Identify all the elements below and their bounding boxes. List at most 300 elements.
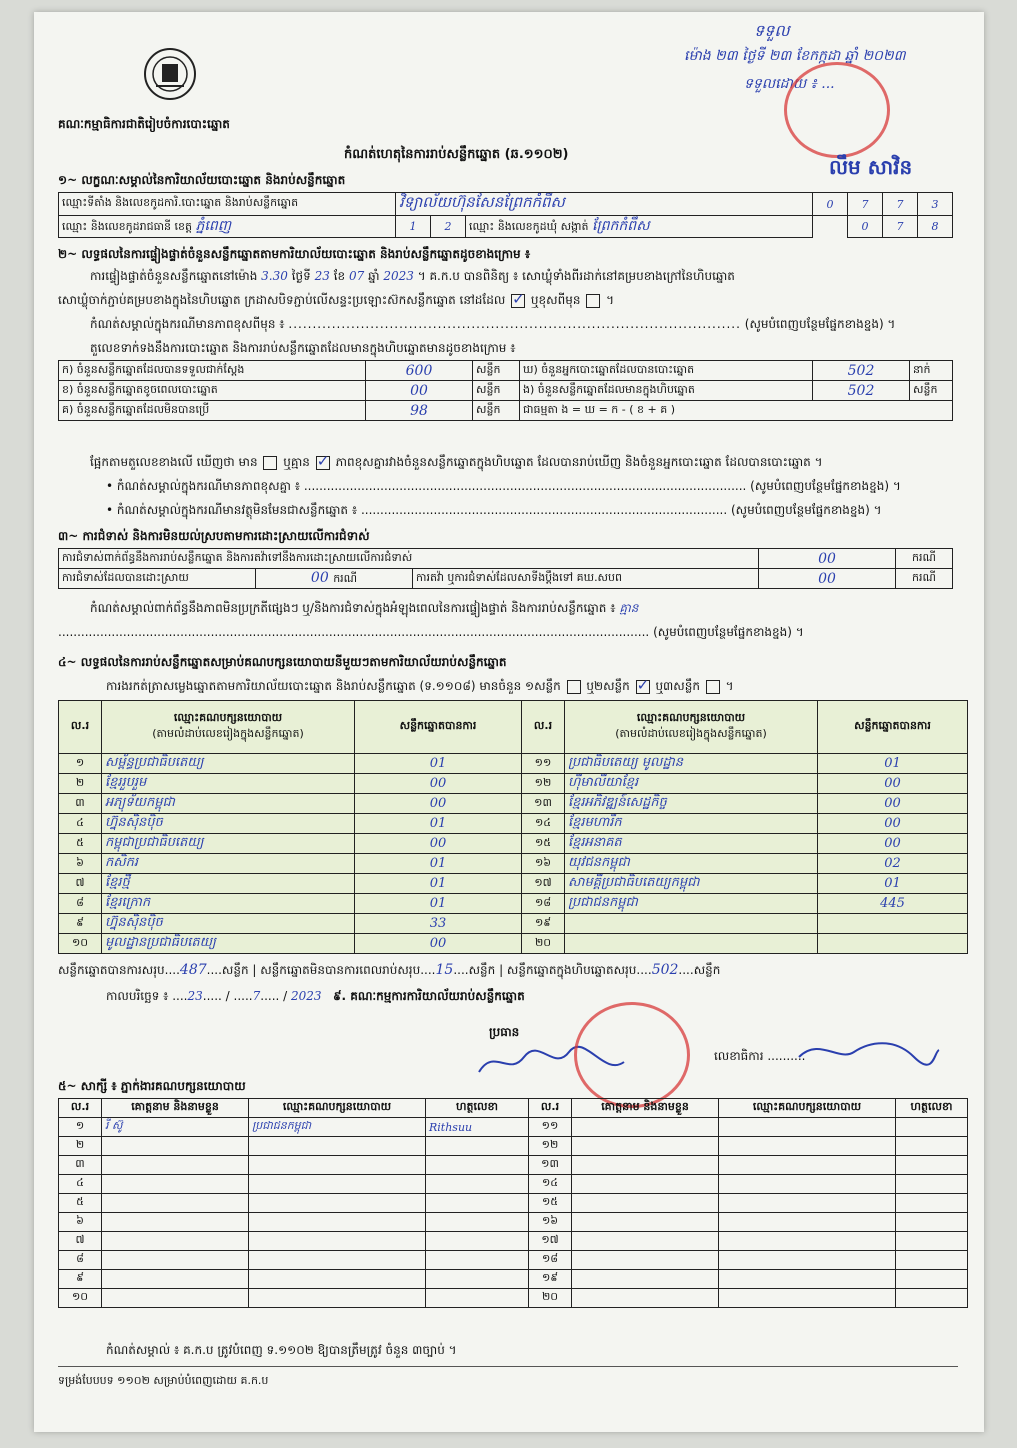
witness-party [719,1270,896,1289]
total-invalid-value: 15 [435,962,454,978]
location-value: វិទ្យាល័យហ៊ុនសែនព្រែកកំពឹស [396,193,813,216]
location-label: ឈ្មោះទីតាំង និងលេខកូដការិ.បោះឆ្នោត និងរាប់សន្លឹកឆ្នោត [59,193,396,216]
verify-year-label: ឆ្នាំ [368,269,380,283]
witness-sign [896,1194,968,1213]
same-checkbox[interactable] [511,294,525,308]
result-votes: 01 [355,874,522,894]
result-no: ១៤ [522,814,565,834]
witness-sign [896,1270,968,1289]
witness-no: ៤ [59,1175,102,1194]
result-no: ១៨ [522,894,565,914]
total-box-label: សន្លឹកឆ្នោតក្នុងហិបឆ្នោតសរុប [506,963,637,977]
verify-text-a: ការផ្ទៀងផ្ទាត់ចំនួនសន្លឹកឆ្នោតនៅម៉ោង [90,269,258,283]
witness-sign [426,1137,529,1156]
org-name: គណៈកម្មាធិការជាតិរៀបចំការបោះឆ្នោត [58,117,230,131]
result-no: ១៣ [522,794,565,814]
result-party: មូលដ្ឋានប្រជាធិបតេយ្យ [102,934,355,954]
sheets-3-checkbox[interactable] [706,680,720,694]
total-valid-value: 487 [179,962,207,978]
objection-row1-value: 00 [759,549,896,569]
count-c-label: គ) ចំនួនសន្លឹកឆ្នោតដែលមិនបានប្រើ [59,401,366,421]
witness-sign: Rithsuu [426,1118,529,1137]
result-no: ៦ [59,854,102,874]
section4-title: ៤~ លទ្ធផលនៃការរាប់សន្លឹកឆ្នោតសម្រាប់គណបក្សនយោបាយនីមួយៗតាមការិយាល័យរាប់សន្លឹកឆ្នោត [58,655,507,669]
results-row [59,874,968,894]
result-votes: 33 [355,914,522,934]
province-label-text: ឈ្មោះ និងលេខកូដរាជធានី ខេត្ត [62,220,192,233]
section4-sub: ការងរកត់ត្រាសម្លេងឆ្នោតតាមការិយាល័យបោះឆ្នោត និងរាប់សន្លឹកឆ្នោត (ទ.១១០៨) មានចំនួន ១សន្លឹក ឬ២សន្លឹក ✓ ឬ៣សន្លឹក ។ [106,678,734,696]
witness-col-name-right: គោត្តនាម និងនាមខ្លួន [572,1099,719,1118]
witness-name [572,1118,719,1137]
witness-sign [426,1156,529,1175]
province-code-2: 2 [431,216,466,238]
witness-row [59,1194,968,1213]
objections-table [58,548,953,589]
witness-no: ៨ [59,1251,102,1270]
result-votes: 00 [355,794,522,814]
results-col-party-right-sub: (តាមលំដាប់លេខរៀងក្នុងសន្លឹកឆ្នោត) [615,727,767,740]
witness-no: ១៩ [529,1270,572,1289]
total-box-unit: សន្លឹក [693,963,721,977]
section2-title: ២~ លទ្ធផលនៃការផ្ទៀងផ្ទាត់ចំនួនសន្លឹកឆ្នោតតាមការិយាល័យបោះឆ្នោត និងរាប់សន្លឹកឆ្នោតដូចខាងក្រោម ៖ [58,247,531,261]
result-party: អភ្យុទ័យកម្ពុជា [102,794,355,814]
witness-party [249,1289,426,1308]
results-row [59,894,968,914]
verify-month: 07 [348,269,365,283]
location-code-2: 7 [848,193,883,216]
province-label [59,216,396,238]
result-no: ៤ [59,814,102,834]
witness-sign [426,1270,529,1289]
verify-line-1 [90,268,735,286]
note1: កំណត់សម្គាល់ក្នុងករណីមានភាពខុសពីមុន ៖ .............................................................................................. (សូមបំពេញបន្ថែមផ្នែកខាងខ្នង) ។ [90,317,896,331]
result-votes: 00 [818,814,968,834]
form-footer: ទម្រង់បែបបទ ១១០២ សម្រាប់បំពេញដោយ គ.ក.ប [58,1374,269,1387]
witness-no: ១៦ [529,1213,572,1232]
results-row [59,794,968,814]
result-no: ១២ [522,774,565,794]
section1-title: ១~ លក្ខណៈសម្គាល់នៃការិយាល័យបោះឆ្នោត និងរាប់សន្លឹកឆ្នោត [58,173,346,187]
commune-value: ព្រែកកំពឹស [592,218,650,234]
result-party: ប្រជាធិបតេយ្យ មូលដ្ឋាន [565,754,818,774]
section5-title: ៥~ សាក្សី ៖ ភ្នាក់ងារគណបក្សនយោបាយ [58,1079,246,1093]
witness-party [719,1289,896,1308]
note1-hint: (សូមបំពេញបន្ថែមផ្នែកខាងខ្នង) ។ [744,317,896,331]
has-difference-checkbox[interactable] [263,456,277,470]
witness-sign [896,1137,968,1156]
count-a-value: 600 [366,361,473,381]
results-col-party-left-title: ឈ្មោះគណបក្សនយោបាយ [173,711,283,724]
witness-name [102,1213,249,1232]
witness-party [249,1156,426,1175]
total-invalid-label: សន្លឹកឆ្នោតមិនបានការពេលរាប់សរុប [260,963,421,977]
result-party [565,914,818,934]
result-no: ៩ [59,914,102,934]
result-votes: 00 [818,834,968,854]
witness-name [572,1270,719,1289]
witness-row [59,1156,968,1175]
date-line: កាលបរិច្ឆេទ ៖ ....23..... / .....7..... / 2023 ៩. គណៈកម្មការការិយាល័យរាប់សន្លឹកឆ្នោត [106,989,525,1003]
count-a-unit: សន្លឹក [473,361,520,381]
total-valid-unit: សន្លឹក [221,963,249,977]
verify-text-d: ឬខុសពីមុន [530,293,581,307]
results-table [58,700,968,954]
total-box-value: 502 [651,962,679,978]
compare-text-b: ឬគ្មាន [283,455,310,469]
count-e-value: 502 [813,381,910,401]
witness-name [102,1156,249,1175]
result-no: ៥ [59,834,102,854]
result-votes: 00 [355,934,522,954]
witness-sign [426,1213,529,1232]
witness-party [249,1270,426,1289]
witness-no: ២ [59,1137,102,1156]
witness-sign [896,1175,968,1194]
note2-hint: (សូមបំពេញបន្ថែមផ្នែកខាងខ្នង) ។ [750,479,901,493]
results-row [59,834,968,854]
result-no: ៣ [59,794,102,814]
result-no: ១ [59,754,102,774]
witness-name [572,1194,719,1213]
result-votes: 01 [818,874,968,894]
results-col-no-right: ល.រ [522,701,565,754]
commune-code-2: 7 [883,216,918,238]
witness-no: ៦ [59,1213,102,1232]
witness-sign [896,1289,968,1308]
count-d-label: ឃ) ចំនួនអ្នកបោះឆ្នោតដែលបានបោះឆ្នោត [520,361,813,381]
witness-name [572,1156,719,1175]
count-b-label: ខ) ចំនួនសន្លឹកឆ្នោតខូចពេលបោះឆ្នោត [59,381,366,401]
witness-party [249,1213,426,1232]
section5-note: កំណត់សម្គាល់ ៖ គ.ក.ប ត្រូវបំពេញ ទ.១១០២ ឱ្យបានត្រឹមត្រូវ ចំនួន ៣ច្បាប់ ។ [106,1343,457,1357]
appeal-label: ការតវ៉ា ឬការជំទាស់ដែលសាទីងប្តឹងទៅ គឃ.សបព [413,569,759,589]
commune-code-3: 8 [918,216,953,238]
section4-sub-c: ឬ៣សន្លឹក [655,679,700,693]
witness-party [719,1156,896,1175]
objection-row2-label: ការជំទាស់ដែលបានដោះស្រាយ [59,569,256,589]
witness-row [59,1270,968,1289]
verify-year: 2023 [383,269,414,283]
result-party [565,934,818,954]
note2: • កំណត់សម្គាល់ក្នុងករណីមានភាពខុសគ្នា ៖ .................................................................................................................... (សូមបំពេញបន្ថែមផ្នែកខាងខ្នង) ។ [106,479,901,493]
note2-label: • កំណត់សម្គាល់ក្នុងករណីមានភាពខុសគ្នា ៖ [106,479,301,493]
witness-sign [426,1175,529,1194]
count-a-label: ក) ចំនួនសន្លឹកឆ្នោតដែលបានទទួលជាក់ស្តែង [59,361,366,381]
result-votes [818,934,968,954]
result-votes: 00 [355,834,522,854]
section4-sub-text: ការងរកត់ត្រាសម្លេងឆ្នោតតាមការិយាល័យបោះឆ្នោត និងរាប់សន្លឹកឆ្នោត (ទ.១១០៨) មានចំនួន ១សន្លឹក [106,679,561,693]
verify-text-b: ។ គ.ក.ប បានពិនិត្យ ៖ សោឃ្លុំទាំងពីរដាក់នៅគម្របខាងក្រៅនៃហិបឆ្នោត [417,269,735,283]
result-votes: 00 [818,774,968,794]
province-code-1: 1 [396,216,431,238]
witness-no: ៥ [59,1194,102,1213]
witness-party [719,1232,896,1251]
result-party: ហ្វ៊ុនស៊ិនប៉ិច [102,814,355,834]
sheets-1-checkbox[interactable] [567,680,581,694]
sheets-2-checkbox[interactable] [636,680,650,694]
witness-party [249,1232,426,1251]
witness-party [249,1137,426,1156]
committee-stamp [574,1002,690,1108]
result-votes: 01 [355,894,522,914]
witness-no: ៣ [59,1156,102,1175]
witness-col-no-left: ល.រ [59,1099,102,1118]
witness-party [249,1194,426,1213]
result-no: ១៦ [522,854,565,874]
objection-row2-value-text: 00 [310,569,329,586]
section2-intro: តួលេខទាក់ទងនឹងការបោះឆ្នោត និងការរាប់សន្លឹកឆ្នោតដែលមានក្នុងហិបឆ្នោតមានដូចខាងក្រោម ៖ [90,341,516,355]
results-col-party-left-sub: (តាមលំដាប់លេខរៀងក្នុងសន្លឹកឆ្នោត) [152,727,304,740]
witness-row [59,1118,968,1137]
witness-party [719,1175,896,1194]
witness-party [249,1251,426,1270]
date-month: 7 [252,989,261,1003]
verify-month-label: ខែ [333,269,346,283]
results-col-party-right-title: ឈ្មោះគណបក្សនយោបាយ [636,711,746,724]
result-party: ខ្មែរអនាគត [565,834,818,854]
witness-name [102,1289,249,1308]
result-party: កម្ពុជាប្រជាធិបតេយ្យ [102,834,355,854]
witness-party [719,1251,896,1270]
witness-row [59,1213,968,1232]
stamp-name: លឹម សាវិន [829,155,913,179]
section3-note-value: គ្មាន [619,601,639,615]
chair-label: ប្រធាន [489,1025,520,1039]
witness-sign [426,1251,529,1270]
secretary-label: លេខាធិការ [714,1049,764,1063]
results-col-party-right [565,701,818,754]
witness-sign [896,1251,968,1270]
results-col-no-left: ល.រ [59,701,102,754]
witness-party [249,1175,426,1194]
results-row [59,774,968,794]
witness-party: ប្រជាជនកម្ពុជា [249,1118,426,1137]
witness-no: ១៥ [529,1194,572,1213]
count-b-unit: សន្លឹក [473,381,520,401]
secretary-signature [794,1032,944,1072]
compare-text-c: ភាពខុសគ្នារវាងចំនួនសន្លឹកឆ្នោតក្នុងហិបឆ្នោត ដែលបានរាប់ឃើញ និងចំនួនអ្នកបោះឆ្នោត ដែលបានបោះឆ្នោត ។ [335,455,823,469]
result-votes [818,914,968,934]
appeal-value: 00 [759,569,896,589]
objection-row2-unit: ករណី [333,571,358,585]
witness-row [59,1137,968,1156]
witness-name [572,1175,719,1194]
received-note-1: ទទួល [754,21,790,40]
result-party: សាមគ្គីប្រជាធិបតេយ្យកម្ពុជា [565,874,818,894]
witness-no: ១៨ [529,1251,572,1270]
location-code-1: 0 [813,193,848,216]
compare-line [90,454,823,472]
result-no: ២ [59,774,102,794]
witness-row [59,1289,968,1308]
section1-table [58,192,953,238]
result-votes: 00 [818,794,968,814]
results-row [59,854,968,874]
result-party: ខ្មែរក្រោក [102,894,355,914]
count-e-unit: សន្លឹក [910,381,953,401]
result-no: ៧ [59,874,102,894]
counts-table [58,360,953,421]
witness-sign [896,1232,968,1251]
verify-day: 23 [314,269,330,283]
results-col-party-left [102,701,355,754]
count-c-value: 98 [366,401,473,421]
different-checkbox[interactable] [586,294,600,308]
witness-name [102,1251,249,1270]
no-difference-checkbox[interactable] [316,456,330,470]
location-code-3: 7 [883,193,918,216]
witness-sign [896,1156,968,1175]
result-votes: 01 [355,754,522,774]
result-party: ខ្មែរអភិវឌ្ឍន៍សេដ្ឋកិច្ច [565,794,818,814]
result-votes: 01 [818,754,968,774]
witness-table [58,1098,968,1308]
witness-name [102,1175,249,1194]
section3-note-label: កំណត់សម្គាល់ពាក់ព័ន្ធនឹងភាពមិនប្រក្រតីផ្សេងៗ ឬ/និងការជំទាស់ក្នុងអំឡុងពេលនៃការផ្ទៀងផ្ទាត់ និងការរាប់សន្លឹកឆ្នោត ៖ [90,601,616,615]
witness-name [102,1270,249,1289]
witness-no: ១១ [529,1118,572,1137]
witness-no: ២០ [529,1289,572,1308]
objection-row1-unit: ករណី [896,549,953,569]
result-party: ខ្មែររួបរួម [102,774,355,794]
result-votes: 02 [818,854,968,874]
total-valid-label: សន្លឹកឆ្នោតបានការសរុប [58,963,165,977]
witness-no: ១៧ [529,1232,572,1251]
result-no: ២០ [522,934,565,954]
section3-note-line: ........................................................................................................................................................... (សូមបំពេញបន្ថែមផ្នែកខាងខ្នង) ។ [58,625,804,639]
witness-name [572,1137,719,1156]
date-year: 2023 [291,989,322,1003]
result-party: ប្រជាជនកម្ពុជា [565,894,818,914]
section3-note-hint: (សូមបំពេញបន្ថែមផ្នែកខាងខ្នង) ។ [653,625,804,639]
witness-row [59,1232,968,1251]
witness-col-sign-right: ហត្ថលេខា [896,1099,968,1118]
witness-party [719,1118,896,1137]
witness-col-no-right: ល.រ [529,1099,572,1118]
section3-note [90,600,638,618]
witness-party [719,1194,896,1213]
witness-no: ៧ [59,1232,102,1251]
date-label: កាលបរិច្ឆេទ ៖ [106,989,169,1003]
form-title: កំណត់ហេតុនៃការរាប់សន្លឹកឆ្នោត (ឆ.១១០២) [344,147,569,162]
result-votes: 445 [818,894,968,914]
results-col-votes-left: សន្លឹកឆ្នោតបានការ [355,701,522,754]
count-e-label: ង) ចំនួនសន្លឹកឆ្នោតដែលមានក្នុងហិបឆ្នោត [520,381,813,401]
result-no: ១០ [59,934,102,954]
witness-no: ១៤ [529,1175,572,1194]
witness-name [572,1232,719,1251]
witness-no: ១ [59,1118,102,1137]
results-row [59,754,968,774]
province-value: ភ្នំពេញ [195,218,232,234]
result-party: ខ្មែរថ្មី [102,874,355,894]
witness-name: រី ស៊ូ [102,1118,249,1137]
results-row [59,914,968,934]
result-no: ១៧ [522,874,565,894]
result-party: សម្ព័ន្ធប្រជាធិបតេយ្យ [102,754,355,774]
verify-text-c: សោឃ្លុំចាក់ភ្ជាប់គម្របខាងក្នុងនៃហិបឆ្នោត ក្រដាសបិទភ្ជាប់លើសន្ទះប្រឡោះស៊កសន្លឹកឆ្នោត នៅដដែល [58,293,506,307]
result-no: ១១ [522,754,565,774]
count-c-unit: សន្លឹក [473,401,520,421]
section4-sub-b: ឬ២សន្លឹក [586,679,630,693]
compare-text: ផ្អែកតាមតួលេខខាងលើ ឃើញថា មាន [90,455,258,469]
appeal-unit: ករណី [896,569,953,589]
verify-line-2: សោឃ្លុំចាក់ភ្ជាប់គម្របខាងក្នុងនៃហិបឆ្នោត ក្រដាសបិទភ្ជាប់លើសន្ទះប្រឡោះស៊កសន្លឹកឆ្នោត នៅដដែល ✓ ឬខុសពីមុន ។ [58,292,614,310]
form-page [34,12,984,1432]
witness-name [572,1289,719,1308]
result-party: ខ្មែរមហារីក [565,814,818,834]
count-d-value: 502 [813,361,910,381]
location-code-4: 3 [918,193,953,216]
result-no: ៨ [59,894,102,914]
count-b-value: 00 [366,381,473,401]
results-body [59,754,968,954]
result-party: ហ៊ីមាលីយាខ្មែរ [565,774,818,794]
witness-party [719,1213,896,1232]
objection-row1-label: ការជំទាស់ពាក់ព័ន្ធនឹងការរាប់សន្លឹកឆ្នោត និងការតវ៉ាទៅនឹងការដោះស្រាយលើការជំទាស់ [59,549,759,569]
witness-sign [426,1194,529,1213]
witness-name [102,1232,249,1251]
witness-sign [426,1289,529,1308]
witness-no: ១០ [59,1289,102,1308]
result-party: យុវជនកម្ពុជា [565,854,818,874]
witness-party [719,1137,896,1156]
witness-col-sign-left: ហត្ថលេខា [426,1099,529,1118]
results-row [59,934,968,954]
witness-no: ១២ [529,1137,572,1156]
witness-name [572,1251,719,1270]
result-votes: 00 [355,774,522,794]
received-stamp [784,62,890,158]
verify-day-label: ថ្ងៃទី [291,269,311,283]
witness-row [59,1175,968,1194]
objection-row2-value [256,569,413,589]
count-d-unit: នាក់ [910,361,953,381]
verify-time: 3.30 [261,269,288,283]
commune-label [466,216,813,238]
witness-sign [896,1118,968,1137]
committee-label: ៩. គណៈកម្មការការិយាល័យរាប់សន្លឹកឆ្នោត [333,989,525,1003]
formula: ជាធម្មតា ង = ឃ = ក - ( ខ + គ ) [520,401,953,421]
emblem-icon [142,46,198,102]
witness-name [102,1137,249,1156]
section3-title: ៣~ ការជំទាស់ និងការមិនយល់ស្របតាមការដោះស្រាយលើការជំទាស់ [58,529,370,543]
witness-name [102,1194,249,1213]
witness-sign [896,1213,968,1232]
result-no: ១៩ [522,914,565,934]
result-no: ១៥ [522,834,565,854]
total-invalid-unit: សន្លឹក [468,963,496,977]
note3-label: • កំណត់សម្គាល់ក្នុងករណីមានវត្ថុមិនមែនជាសន្លឹកឆ្នោត ៖ [106,503,358,517]
witness-row [59,1251,968,1270]
commune-label-text: ឈ្មោះ និងលេខកូដឃុំ សង្កាត់ [469,220,589,233]
commune-code-1: 0 [848,216,883,238]
result-party: កសិករ [102,854,355,874]
witness-col-party-right: ឈ្មោះគណបក្សនយោបាយ [719,1099,896,1118]
witness-name [572,1213,719,1232]
spacer-cell [813,216,848,238]
witness-col-name-left: គោត្តនាម និងនាមខ្លួន [102,1099,249,1118]
witness-no: ៩ [59,1270,102,1289]
received-note-2: ម៉ោង ២៣ ថ្ងៃទី ២៣ ខែកក្កដា ឆ្នាំ ២០២៣ [684,48,906,64]
witness-no: ១៣ [529,1156,572,1175]
note3-hint: (សូមបំពេញបន្ថែមផ្នែកខាងខ្នង) ។ [730,503,882,517]
results-row [59,814,968,834]
date-day: 23 [187,989,203,1003]
result-votes: 01 [355,814,522,834]
result-votes: 01 [355,854,522,874]
witness-body [59,1118,968,1308]
